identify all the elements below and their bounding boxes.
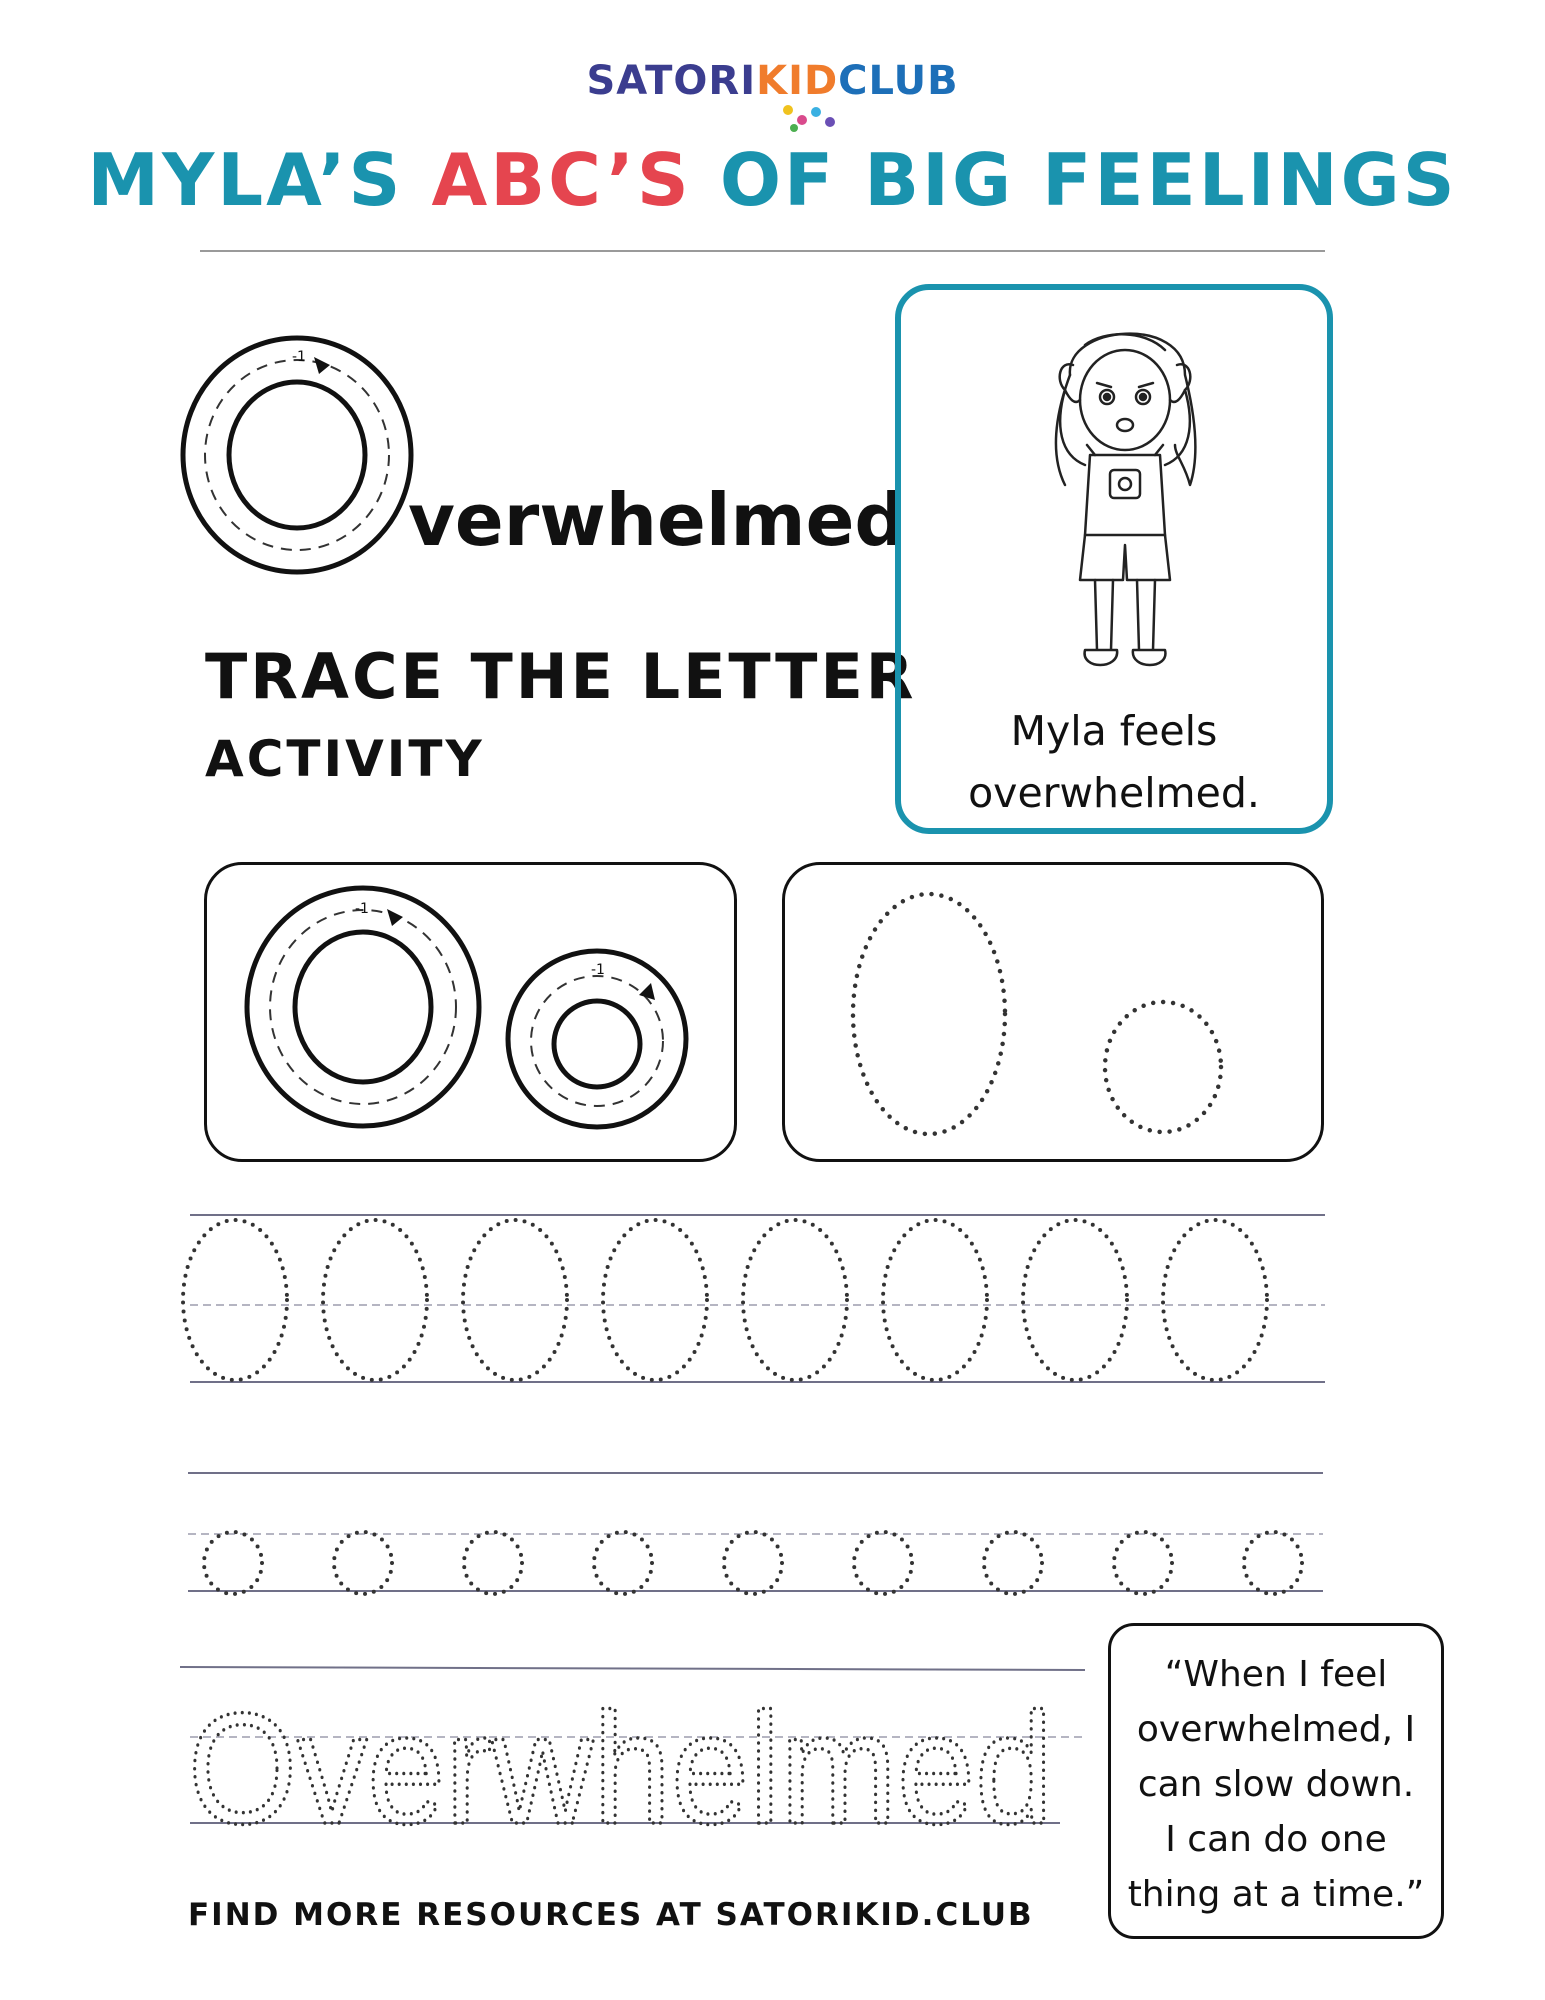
lowercase-trace-letter [204,1532,262,1594]
lowercase-trace-letter [854,1532,912,1594]
title-start: MYLA’S [87,138,432,222]
lowercase-trace-letter [594,1532,652,1594]
quote-line-5: thing at a time.” [1127,1874,1425,1915]
lowercase-trace-letter [464,1532,522,1594]
arrow-icon [387,909,403,926]
lowercase-trace-letter [984,1532,1042,1594]
lowercase-trace-letter [1244,1532,1302,1594]
affirmation-quote [1108,1647,1444,1922]
word-practice-row [180,1665,1085,1857]
activity-subheading: ACTIVITY [205,730,485,788]
logo-dots-icon [780,100,840,135]
title-divider [200,250,1325,252]
activity-heading: TRACE THE LETTER [205,640,917,713]
caption-line-1: Myla feels [1010,707,1218,755]
lowercase-practice-row [188,1468,1323,1598]
uppercase-trace-letter [183,1220,287,1380]
stroke-number: -1 [591,962,605,978]
illustration-caption [895,700,1333,824]
stroke-number: -1 [355,901,369,917]
lowercase-o-stroke-guide [505,948,690,1130]
uppercase-trace-letter [323,1220,427,1380]
lowercase-trace-letter [1114,1532,1172,1594]
uppercase-trace-letter [603,1220,707,1380]
title-accent: ABC’S [431,138,692,222]
lowercase-trace-letter [334,1532,392,1594]
title-end: OF BIG FEELINGS [691,138,1458,222]
quote-line-4: I can do one [1165,1819,1387,1860]
brand-logo-part3: CLUB [838,58,959,104]
uppercase-o-stroke-guide [243,885,483,1130]
brand-logo-part1: SATORI [586,58,757,104]
footer-resources: FIND MORE RESOURCES AT SATORIKID.CLUB [188,1897,1034,1933]
stroke-number: -1 [292,349,306,365]
overwhelmed-girl-illustration [1025,305,1225,690]
brand-logo-part2: KID [756,58,839,104]
lowercase-trace-letter [724,1532,782,1594]
feeling-word: verwhelmed [408,478,906,562]
uppercase-trace-letter [1163,1220,1267,1380]
quote-line-2: overwhelmed, I [1136,1709,1416,1750]
dotted-letters [782,862,1324,1162]
page-title [0,138,1545,222]
caption-line-2: overwhelmed. [968,769,1260,817]
uppercase-trace-letter [463,1220,567,1380]
brand-logo [0,58,1545,104]
arrow-icon [639,983,655,1000]
uppercase-trace-letter [743,1220,847,1380]
quote-line-3: can slow down. [1137,1764,1415,1805]
word-trace: Overwhelmed [188,1681,1053,1857]
big-letter-o-guide [180,335,415,575]
uppercase-trace-letter [883,1220,987,1380]
arrow-icon [314,357,330,374]
uppercase-trace-letter [1023,1220,1127,1380]
uppercase-practice-row [190,1210,1325,1390]
quote-line-1: “When I feel [1164,1654,1388,1695]
